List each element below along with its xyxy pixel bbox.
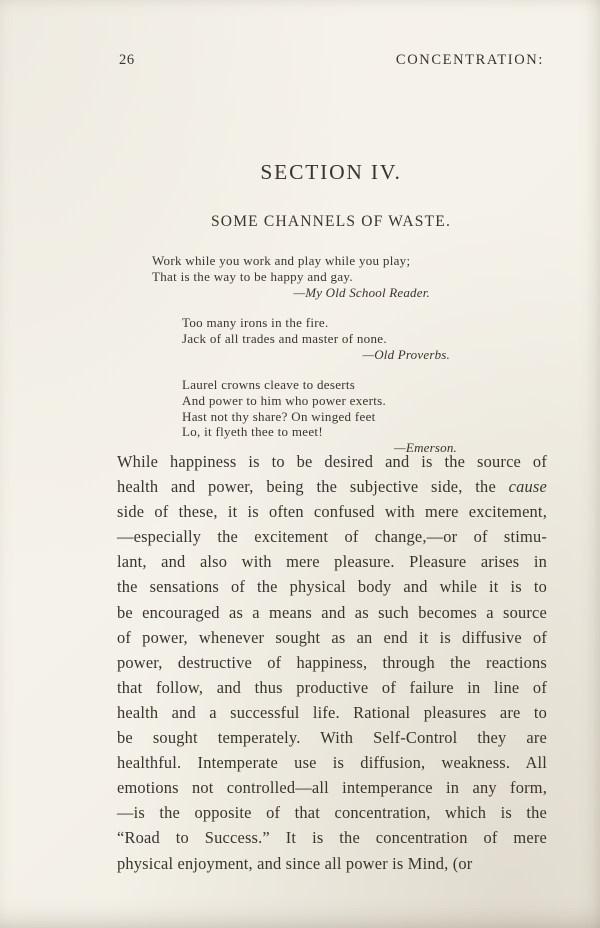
body-line: physical enjoyment, and since all power is Mind, (or — [117, 853, 473, 873]
body-line: be sought temperately. With Self-Control they are — [117, 728, 547, 748]
quote-old-proverbs — [182, 315, 450, 362]
quote-attribution: —Old Proverbs. — [362, 346, 450, 362]
body-line: —is the opposite of that concentration, which is the — [117, 803, 547, 823]
running-title: CONCENTRATION: — [395, 52, 544, 68]
body-line-text: health and power, being the subjective side, the — [117, 477, 509, 497]
body-line: that follow, and thus productive of failure in line of — [117, 677, 547, 697]
body-paragraph — [117, 449, 547, 876]
quote-line: Too many irons in the fire. — [182, 315, 329, 330]
quote-emerson — [182, 377, 457, 456]
quote-line: That is the way to be happy and gay. — [152, 268, 353, 284]
quote-line: And power to him who power exerts. — [182, 392, 387, 408]
body-line: “Road to Success.” It is the concentration of mere — [117, 828, 547, 848]
body-line: side of these, it is often confused with mere excitement, — [117, 502, 547, 522]
quote-line: Hast not thy share? On winged feet — [182, 408, 376, 424]
quote-school-reader — [152, 253, 430, 300]
body-line: healthful. Intemperate use is diffusion, weakness. All — [117, 753, 547, 773]
italic-word-cause: cause — [508, 477, 547, 497]
body-line: be encouraged as a means and as such becomes a source — [117, 602, 547, 622]
body-line: power, destructive of happiness, through the reactions — [117, 652, 547, 672]
quote-attribution: —Emerson. — [394, 440, 457, 456]
page-header — [119, 52, 544, 69]
body-line: While happiness is to be desired and is the source of — [117, 452, 547, 471]
body-line: the sensations of the physical body and while it is to — [117, 577, 547, 597]
section-subtitle: SOME CHANNELS OF WASTE. — [210, 213, 452, 230]
quote-line: Jack of all trades and master of none. — [182, 330, 387, 346]
quote-line: Laurel crowns cleave to deserts — [182, 377, 356, 392]
quote-attribution: —My Old School Reader. — [293, 284, 430, 300]
body-line — [117, 474, 547, 499]
quote-line: Lo, it flyeth thee to meet! — [182, 424, 323, 440]
body-line: —especially the excitement of change,—or of stimu- — [117, 527, 547, 547]
quote-line: Work while you work and play while you play; — [152, 253, 411, 268]
body-line: emotions not controlled—all intemperance in any form, — [117, 778, 547, 798]
body-line: of power, whenever sought as an end it is diffusive of — [117, 627, 547, 647]
page-number: 26 — [119, 52, 135, 68]
body-line: health and a successful life. Rational pleasures are to — [117, 702, 547, 722]
section-title: SECTION IV. — [260, 160, 402, 184]
body-line: lant, and also with mere pleasure. Pleasure arises in — [117, 552, 547, 572]
